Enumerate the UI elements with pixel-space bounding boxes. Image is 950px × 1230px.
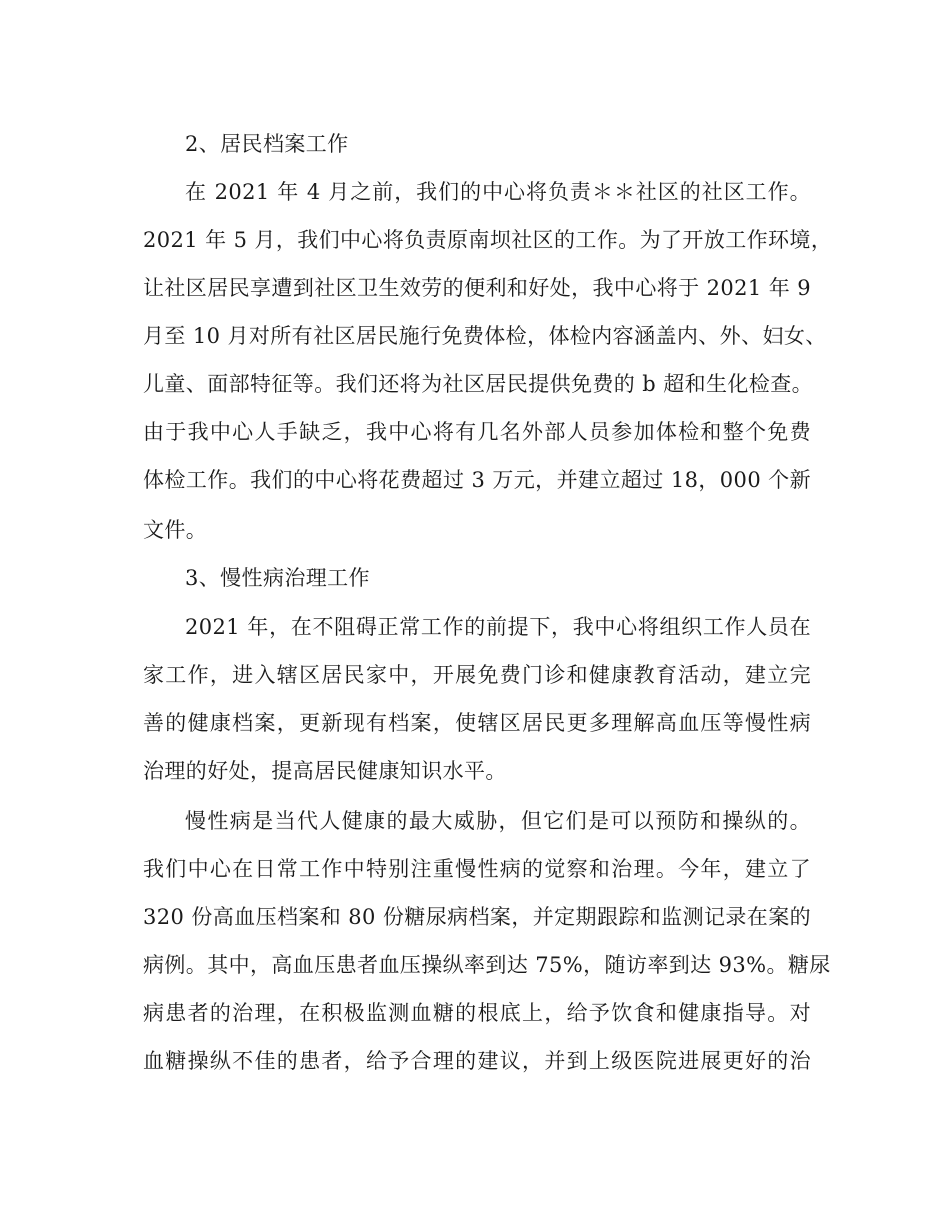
paragraph-line: 让社区居民享遭到社区卫生效劳的便利和好处，我中心将于 2021 年 9	[143, 276, 811, 300]
paragraph-line: 家工作，进入辖区居民家中，开展免费门诊和健康教育活动，建立完	[143, 663, 811, 687]
paragraph-line: 2021 年，在不阻碍正常工作的前提下，我中心将组织工作人员在	[185, 615, 811, 639]
paragraph-line: 2021 年 5 月，我们中心将负责原南坝社区的工作。为了开放工作环境，	[143, 228, 833, 252]
section-heading-resident-records: 2、居民档案工作	[185, 132, 349, 156]
paragraph-line: 血糖操纵不佳的患者，给予合理的建议，并到上级医院进展更好的治	[143, 1049, 811, 1073]
paragraph-line: 由于我中心人手缺乏，我中心将有几名外部人员参加体检和整个免费	[143, 420, 811, 444]
paragraph-line: 病患者的治理，在积极监测血糖的根底上，给予饮食和健康指导。对	[143, 1001, 811, 1025]
paragraph-line: 在 2021 年 4 月之前，我们的中心将负责＊＊社区的社区工作。	[185, 180, 811, 204]
paragraph-line: 治理的好处，提高居民健康知识水平。	[143, 759, 507, 783]
paragraph-line: 病例。其中，高血压患者血压操纵率到达 75%，随访率到达 93%。糖尿	[143, 953, 831, 977]
paragraph-line: 善的健康档案，更新现有档案，使辖区居民更多理解高血压等慢性病	[143, 711, 811, 735]
paragraph-line: 我们中心在日常工作中特别注重慢性病的觉察和治理。今年，建立了	[143, 857, 811, 881]
section-heading-chronic-disease: 3、慢性病治理工作	[185, 566, 370, 590]
paragraph-line: 月至 10 月对所有社区居民施行免费体检，体检内容涵盖内、外、妇女、	[143, 324, 827, 348]
paragraph-line: 文件。	[143, 518, 208, 542]
paragraph-line: 体检工作。我们的中心将花费超过 3 万元，并建立超过 18，000 个新	[143, 468, 811, 492]
paragraph-line: 320 份高血压档案和 80 份糖尿病档案，并定期跟踪和监测记录在案的	[143, 905, 811, 929]
paragraph-line: 慢性病是当代人健康的最大威胁，但它们是可以预防和操纵的。	[185, 809, 811, 833]
paragraph-line: 儿童、面部特征等。我们还将为社区居民提供免费的 b 超和生化检查。	[143, 372, 813, 396]
